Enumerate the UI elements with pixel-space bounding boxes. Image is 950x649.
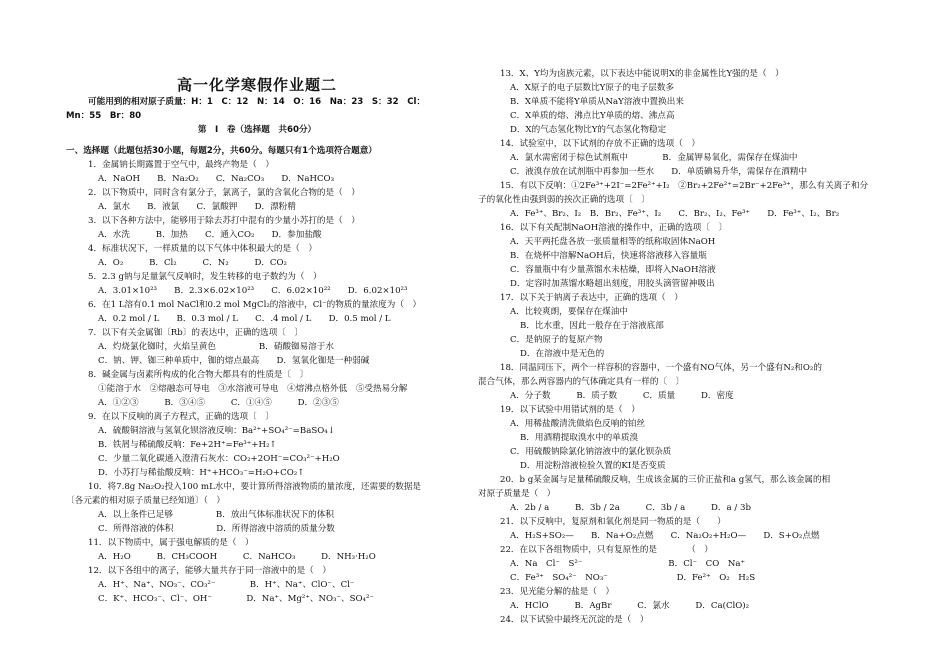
right-text-line: A．2b / a B．3b / 2a C．3b / a D．a / 3b [510,503,751,513]
right-text-line: A．X原子的电子层数比Y原子的电子层数多 [510,83,675,93]
right-text-line: A．天平两托盘各放一张质量相等的纸称取固体NaOH [510,237,716,247]
left-text-line: 〔各元素的相对原子质量已经知道〕（ ） [66,496,225,506]
left-text-line: Mn：55 Br：80 [66,111,142,121]
left-text-line: A．灼烧氯化铷时，火焰呈黄色 B．硝酸铷易溶于水 [98,342,334,352]
right-text-line: A．分子数 B．质子数 C．质量 D．密度 [510,391,734,401]
right-text-line: 15．有以下反响：①2Fe³⁺+2I⁻=2Fe²⁺+I₂ ②Br₂+2Fe²⁺=2Br⁻+2Fe³⁺，那么有关离子和分 [500,181,869,191]
right-text-line: 17．以下关于钠离子表达中，正确的选项（ ） [500,293,683,303]
right-text-line: C．液溴存放在试剂瓶中再参加一些水 D．单质碘易升华，需保存在酒精中 [510,167,808,177]
left-text-line: 7．以下有关金属铷〔Rb〕的表达中，正确的选项〔 〕 [88,328,304,338]
left-text-line: A．NaOH B．Na₂O₂ C．Na₂CO₃ D．NaHCO₃ [98,174,335,184]
right-text-line: B．用酒精提取溴水中的单质溴 [520,433,639,443]
right-text-line: 子的氧化性由强到弱的挨次正确的选项〔 〕 [478,195,650,205]
left-text-line: A．0.2 mol / L B．0.3 mol / L C．.4 mol / L D．0.5 mol / L [98,314,391,324]
right-text-line: D．定容时加蒸馏水略超出刻度，用胶头滴管留神吸出 [510,279,715,289]
right-text-line: A．比较爽朗，要保存在煤油中 [510,307,628,317]
left-text-line: 第 Ⅰ 卷（选择题 共60分） [197,125,317,135]
right-text-line: D．在溶液中是无色的 [520,349,605,359]
left-text-line: D．小苏打与稀盐酸反响：H⁺+HCO₃⁻=H₂O+CO₂↑ [98,468,305,478]
right-text-line: C．用硫酸钠除氯化钠溶液中的氯化钡杂质 [510,447,672,457]
left-text-line: A．①②③ B．③④⑤ C．①④⑤ D．②③⑤ [98,398,339,408]
right-text-line: 13．X、Y均为卤族元素，以下表达中能说明X的非金属性比Y强的是（ ） [500,69,784,79]
right-text-line: A．H₂S+SO₂— B．Na+O₂点燃 C．Na₂O₂+H₂O— D．S+O₂点燃 [510,531,820,541]
left-text-line: 1．金属钠长期露置于空气中，最终产物是（ ） [88,160,274,170]
left-text-line: A．H⁺、Na⁺、NO₃⁻、CO₃²⁻ B．H⁺、Na⁺、ClO⁻、Cl⁻ [98,580,355,590]
right-text-line: A．用稀盐酸清洗做焰色反响的铂丝 [510,419,646,429]
right-text-line: C．Fe³⁺ SO₄²⁻ NO₃⁻ D．Fe²⁺ O₂ H₂S [510,573,756,583]
right-text-line: B．比水重，因此一般存在于溶液底部 [520,321,664,331]
right-text-line: A．Fe³⁺、Br₂、I₂ B．Br₂、Fe³⁺、I₂ C．Br₂、I₂、Fe³⁺ D．Fe³⁺、I₂、Br₂ [510,209,840,219]
right-text-line: 16．以下有关配制NaOH溶液的操作中，正确的选项〔 〕 [500,223,728,233]
left-text-line: A．O₂ B．Cl₂ C．N₂ D．CO₂ [98,258,287,268]
left-text-line: 4．标准状况下，一样质量的以下气体中体积最大的是（ ） [88,244,317,254]
right-text-line: 14．试验室中，以下试剂的存放不正确的选项（ ） [500,139,700,149]
left-text-line: 8．碱金属与卤素所构成的化合物大都具有的性质是〔 〕 [88,370,309,380]
right-text-line: 混合气体，那么两容器内的气体确定具有一样的〔 〕 [478,377,685,387]
left-text-line: 5．2.3 g钠与足量氯气反响时，发生转移的电子数约为（ ） [88,272,322,282]
right-text-line: C．容量瓶中有少量蒸馏水未枯燥，即将入NaOH溶液 [510,265,716,275]
left-text-line: 可能用到的相对原子质量：H：1 C：12 N：14 O：16 Na：23 S：32 Cl： [88,97,426,107]
right-text-line: 21．以下反响中，复原剂和氧化剂是同一物质的是（ ） [500,517,726,527]
left-text-line: C．少量二氧化碳通入澄清石灰水：CO₂+2OH⁻=CO₃²⁻+H₂O [98,454,340,464]
right-text-line: A．Na Cl⁻ S²⁻ B．Cl⁻ CO Na⁺ [510,559,746,569]
left-text-line: 9．在以下反响的离子方程式，正确的选项〔 〕 [88,412,274,422]
left-text-line: A．H₂O B．CH₃COOH C．NaHCO₃ D．NH₃·H₂O [98,552,376,562]
right-text-line: D．用淀粉溶液检验久置的KI是否变质 [520,461,666,471]
left-text-line: C．钠、钾、铷三种单质中，铷的熔点最高 D．氢氧化铷是一种弱碱 [98,356,370,366]
right-text-line: A．氯水需密闭于棕色试剂瓶中 B．金属钾易氧化，需保存在煤油中 [510,153,798,163]
right-text-line: 20．b g某金属与足量稀硫酸反响，生成该金属的三价正盐和a g氢气，那么该金属的相 [500,475,831,485]
left-text-line: 一、选择题（此题包括30小题，每题2分，共60分。每题只有1个选项符合题意） [66,146,377,156]
right-text-line: A．HClO B．AgBr C．氯水 D．Ca(ClO)₂ [510,601,750,611]
left-text-line: 2．以下物质中，同时含有氯分子，氯离子，氯的含氧化合物的是（ ） [88,188,360,198]
left-text-line: 3．以下各种方法中，能够用于除去苏打中混有的少量小苏打的是（ ） [88,216,360,226]
left-text-line: 12．以下各组中的离子，能够大量共存于同一溶液中的是（ ） [88,566,331,576]
right-text-line: 24．以下试验中最终无沉淀的是（ ） [500,615,649,625]
left-text-line: C．所得溶液的体积 D．所得溶液中溶质的质量分数 [98,524,335,534]
right-text-line: 19．以下试验中用错试剂的是（ ） [500,405,640,415]
page-title: 高一化学寒假作业题二 [176,76,337,94]
right-text-line: C．X单质的熔、沸点比Y单质的熔、沸点高 [510,111,675,121]
right-text-line: 对原子质量是（ ） [478,489,556,499]
left-text-line: A．氯水 B．液氯 C．氯酸钾 D．漂粉精 [98,202,296,212]
left-text-line: 10．将7.8g Na₂O₂投入100 mL水中，要计算所得溶液物质的量浓度，还需要的数据是 [88,482,422,492]
right-text-line: 23．见光能分解的盐是（ ） [500,587,615,597]
right-text-line: B．在烧杯中溶解NaOH后，快速将溶液移入容量瓶 [510,251,707,261]
left-text-line: 6．在1 L溶有0.1 mol NaCl和0.2 mol MgCl₂的溶液中，Cl⁻的物质的量浓度为（ ） [88,300,422,310]
right-text-line: B．X单质不能将Y单质从NaY溶液中置换出来 [510,97,684,107]
left-text-line: A．硫酸铜溶液与氢氧化钡溶液反响：Ba²⁺+SO₄²⁻=BaSO₄↓ [98,426,335,436]
right-text-line: C．是钠原子的复原产物 [510,335,603,345]
left-text-line: A．以上条件已足够 B．放出气体标准状况下的体积 [98,510,334,520]
left-text-line: C．K⁺、HCO₃⁻、Cl⁻、OH⁻ D．Na⁺、Mg²⁺、NO₃⁻、SO₄²⁻ [98,594,374,604]
left-text-line: ①能溶于水 ②熔融态可导电 ③水溶液可导电 ④熔沸点格外低 ⑤受热易分解 [98,384,408,394]
left-text-line: 11．以下物质中，属于强电解质的是（ ） [88,538,254,548]
left-text-line: B．铁屑与稀硫酸反响：Fe+2H⁺=Fe³⁺+H₂↑ [98,440,277,450]
right-text-line: 18．同温同压下，两个一样容积的容器中，一个盛有NO气体，另一个盛有N₂和O₂的 [500,363,822,373]
left-text-line: A．3.01×10²³ B．2.3×6.02×10²³ C．6.02×10²² D．6.02×10²³ [98,286,408,296]
left-text-line: A．水洗 B．加热 C．通入CO₂ D．参加盐酸 [98,230,322,240]
right-text-line: D．X的气态氢化物比Y的气态氢化物稳定 [510,125,667,135]
right-text-line: 22．在以下各组物质中，只有复原性的是 （ ） [500,545,713,555]
